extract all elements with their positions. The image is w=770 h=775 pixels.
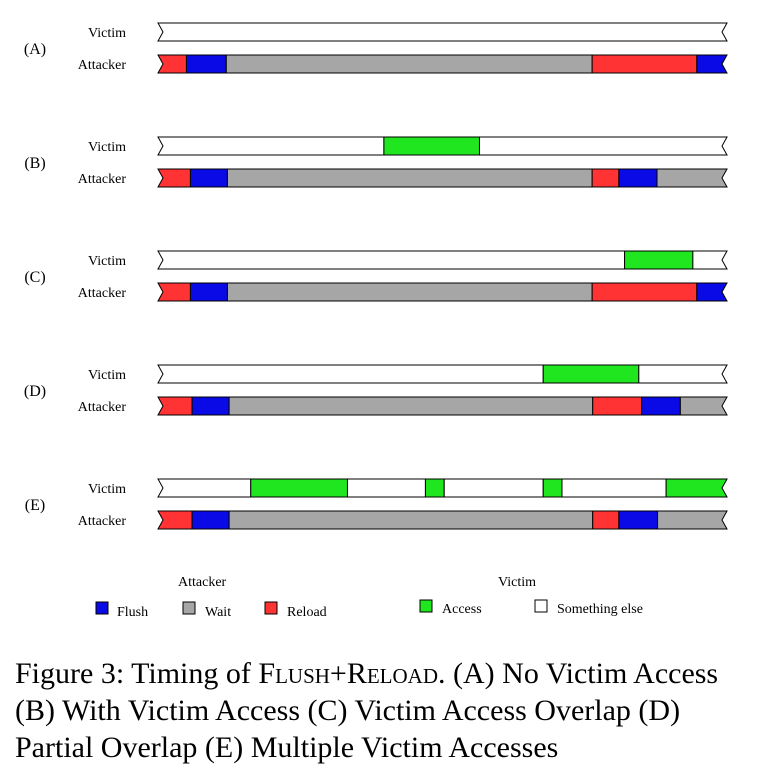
row-e-victim-segment-something-else <box>347 479 425 497</box>
row-c-attacker-segment-reload <box>158 283 190 301</box>
row-d-attacker-label: Attacker <box>77 400 126 415</box>
row-c-attacker-segment-reload <box>592 283 697 301</box>
caption-name-plus: + <box>329 657 347 690</box>
row-d-tag: (D) <box>23 383 47 400</box>
row-c-attacker-segment-flush <box>190 283 227 301</box>
row-b-victim-segment-something-else <box>479 137 727 155</box>
row-b-attacker-segment-flush <box>619 169 657 187</box>
row-b-attacker-segment-flush <box>190 169 227 187</box>
legend-reload-label: Reload <box>287 605 327 620</box>
row-e-attacker-segment-flush <box>192 511 229 529</box>
row-a-attacker-segment-flush <box>186 55 226 73</box>
legend-flush-label: Flush <box>117 605 149 620</box>
row-e-victim-label: Victim <box>87 482 126 497</box>
caption-name-first: Flush <box>258 657 330 690</box>
legend-access-swatch <box>420 600 432 612</box>
row-d-victim-segment-something-else <box>158 365 543 383</box>
row-b-victim-segment-something-else <box>158 137 384 155</box>
row-e-victim-bar <box>158 479 727 497</box>
legend-wait-label: Wait <box>205 605 232 620</box>
row-c-attacker-bar <box>158 283 727 301</box>
row-b-victim-segment-access <box>384 137 480 155</box>
row-a-victim-bar <box>158 23 727 41</box>
row-d-attacker-bar <box>158 397 727 415</box>
row-a-attacker-bar <box>158 55 727 73</box>
caption-name-second: Reload <box>346 657 439 690</box>
row-e-victim-segment-something-else <box>158 479 251 497</box>
row-e-attacker-segment-reload <box>593 511 619 529</box>
legend-victim-heading: Victim <box>498 575 537 590</box>
row-b-attacker-segment-reload <box>158 169 190 187</box>
row-e-attacker-label: Attacker <box>77 514 126 529</box>
caption-prefix: Figure 3: Timing of <box>15 657 259 690</box>
row-e-victim-segment-something-else <box>444 479 543 497</box>
row-a-attacker-label: Attacker <box>77 58 126 73</box>
row-b-attacker-label: Attacker <box>77 172 126 187</box>
row-d-attacker-segment-reload <box>593 397 642 415</box>
row-b-victim-bar <box>158 137 727 155</box>
row-c-victim-segment-something-else <box>693 251 727 269</box>
row-d-attacker-segment-wait <box>229 397 593 415</box>
row-b-victim-label: Victim <box>87 140 126 155</box>
row-c-victim-bar <box>158 251 727 269</box>
row-c-victim-label: Victim <box>87 254 126 269</box>
row-b-attacker-segment-wait <box>657 169 727 187</box>
row-c-tag: (C) <box>24 269 46 286</box>
row-d-attacker-segment-wait <box>680 397 727 415</box>
row-a-attacker-segment-reload <box>158 55 186 73</box>
row-c-victim-segment-something-else <box>158 251 625 269</box>
row-e-attacker-segment-flush <box>619 511 658 529</box>
row-d-victim-label: Victim <box>87 368 126 383</box>
row-d-attacker-segment-reload <box>158 397 192 415</box>
legend-something-else-label: Something else <box>557 602 643 617</box>
row-a-tag: (A) <box>23 41 47 58</box>
row-e-victim-segment-something-else <box>562 479 666 497</box>
row-b-attacker-segment-wait <box>227 169 592 187</box>
legend-something-else-swatch <box>535 600 547 612</box>
row-e-attacker-bar <box>158 511 727 529</box>
legend-flush-swatch <box>96 602 108 614</box>
row-b-tag: (B) <box>24 155 46 172</box>
caption-rest: . (A) No Victim Access (B) With Victim Access (C) Victim Access Overlap (D) Partial Overlap (E) Multiple Victim Accesses <box>15 657 719 764</box>
row-b-attacker-bar <box>158 169 727 187</box>
legend-reload-swatch <box>265 602 277 614</box>
row-e-attacker-segment-wait <box>658 511 727 529</box>
row-d-victim-segment-something-else <box>639 365 727 383</box>
row-b-attacker-segment-reload <box>592 169 619 187</box>
legend-attacker-heading: Attacker <box>178 575 227 590</box>
row-a-attacker-segment-wait <box>226 55 592 73</box>
legend <box>96 575 643 620</box>
row-c-attacker-label: Attacker <box>77 286 126 301</box>
row-d-victim-segment-access <box>543 365 639 383</box>
row-a-attacker-segment-reload <box>592 55 697 73</box>
figure-caption <box>15 655 740 766</box>
legend-wait-swatch <box>183 602 195 614</box>
row-e-victim-segment-access <box>425 479 444 497</box>
row-c-victim-segment-access <box>625 251 693 269</box>
row-d-victim-bar <box>158 365 727 383</box>
row-e-attacker-segment-reload <box>158 511 192 529</box>
row-c-attacker-segment-wait <box>227 283 592 301</box>
row-c-attacker-segment-flush <box>697 283 727 301</box>
row-e-victim-segment-access <box>543 479 562 497</box>
row-d-attacker-segment-flush <box>642 397 681 415</box>
row-a-victim-label: Victim <box>87 26 126 41</box>
timeline-rows <box>24 23 727 529</box>
row-a-victim-segment-something-else <box>158 23 727 41</box>
legend-access-label: Access <box>442 602 482 617</box>
row-d-attacker-segment-flush <box>192 397 229 415</box>
row-e-victim-segment-access <box>666 479 727 497</box>
row-e-tag: (E) <box>24 497 46 514</box>
row-a-attacker-segment-flush <box>697 55 727 73</box>
row-e-attacker-segment-wait <box>229 511 593 529</box>
row-e-victim-segment-access <box>251 479 348 497</box>
